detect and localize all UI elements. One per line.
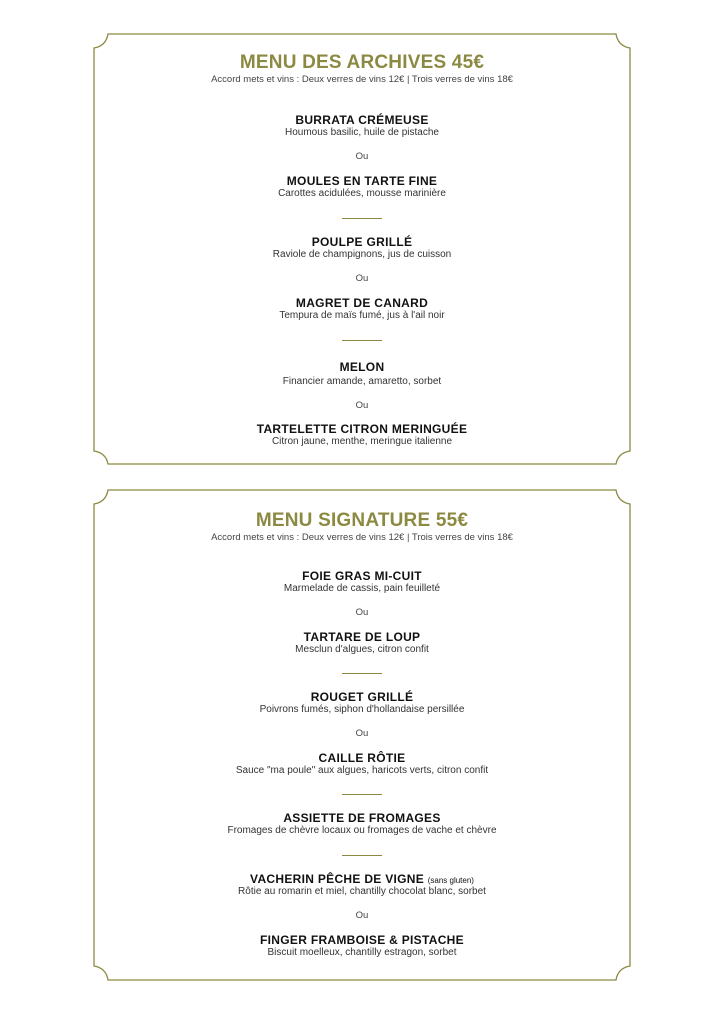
dish-name: POULPE GRILLÉ [311, 235, 413, 249]
dietary-note: (sans gluten) [427, 876, 474, 885]
or-separator: Ou [355, 400, 369, 411]
wine-pairing-note: Accord mets et vins : Deux verres de vins 12€ | Trois verres de vins 18€ [211, 74, 513, 85]
menu-signature [96, 0, 628, 1024]
dish-desc: Poivrons fumés, siphon d'hollandaise persillée [259, 704, 465, 715]
dish-name: MAGRET DE CANARD [295, 296, 429, 310]
dish-desc: Raviole de champignons, jus de cuisson [272, 249, 452, 260]
dish-desc: Tempura de maïs fumé, jus à l'ail noir [279, 310, 445, 321]
menu-title: MENU DES ARCHIVES 45€ [239, 52, 485, 73]
dish-desc: Biscuit moelleux, chantilly estragon, sorbet [267, 947, 457, 958]
dish-name: CAILLE RÔTIE [318, 751, 406, 765]
dish-desc: Marmelade de cassis, pain feuilleté [283, 583, 441, 594]
or-separator: Ou [355, 607, 369, 618]
course-divider [342, 673, 382, 674]
wine-pairing-note: Accord mets et vins : Deux verres de vins 12€ | Trois verres de vins 18€ [211, 532, 513, 543]
dish-desc: Fromages de chèvre locaux ou fromages de vache et chèvre [227, 825, 497, 836]
dish-desc: Houmous basilic, huile de pistache [285, 127, 439, 138]
dish-desc: Mesclun d'algues, citron confit [295, 644, 429, 655]
dish-name-text: VACHERIN PÊCHE DE VIGNE [250, 872, 425, 886]
dish-desc: Financier amande, amaretto, sorbet [282, 376, 442, 387]
dish-name: ROUGET GRILLÉ [310, 690, 414, 704]
dish-name: BURRATA CRÉMEUSE [295, 113, 429, 127]
dish-desc: Citron jaune, menthe, meringue italienne [271, 436, 453, 447]
course-divider [342, 855, 382, 856]
dish-name: FOIE GRAS MI-CUIT [302, 569, 422, 583]
menu-title: MENU SIGNATURE 55€ [255, 510, 469, 531]
dish-name: TARTELETTE CITRON MERINGUÉE [256, 422, 468, 436]
course-divider [342, 794, 382, 795]
dish-desc: Carottes acidulées, mousse marinière [278, 188, 446, 199]
or-separator: Ou [355, 910, 369, 921]
dish-name: ASSIETTE DE FROMAGES [283, 811, 441, 825]
dish-desc: Sauce "ma poule" aux algues, haricots verts, citron confit [235, 765, 489, 776]
or-separator: Ou [355, 728, 369, 739]
dish-desc: Rôtie au romarin et miel, chantilly chocolat blanc, sorbet [238, 886, 486, 897]
dish-name: MELON [339, 360, 385, 374]
dish-name: FINGER FRAMBOISE & PISTACHE [260, 933, 464, 947]
dish-name: TARTARE DE LOUP [303, 630, 421, 644]
or-separator: Ou [355, 151, 369, 162]
dish-name: MOULES EN TARTE FINE [286, 174, 438, 188]
or-separator: Ou [355, 273, 369, 284]
